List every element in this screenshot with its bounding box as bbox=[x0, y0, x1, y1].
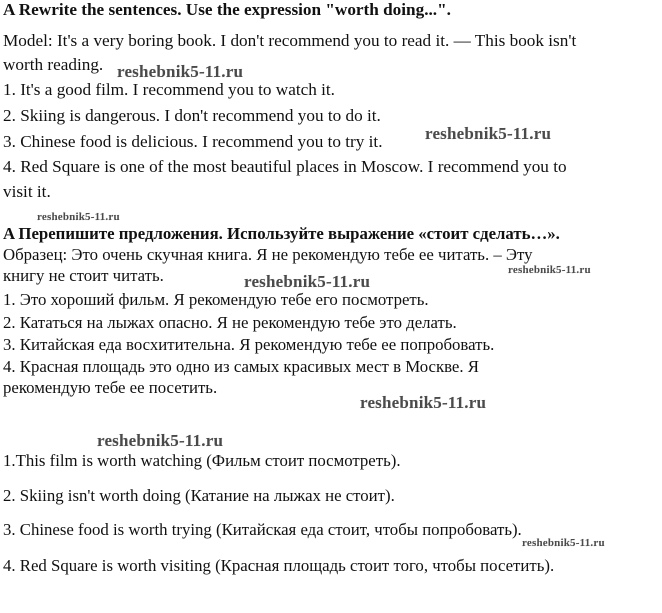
answer-4: 4. Red Square is worth visiting (Красная площадь стоит того, чтобы посетить). bbox=[3, 556, 555, 575]
english-item-3: 3. Chinese food is delicious. I recommend you to try it. bbox=[3, 132, 383, 151]
answer-1: 1.This film is worth watching (Фильм стоит посмотреть). bbox=[3, 451, 401, 470]
watermark: reshebnik5-11.ru bbox=[508, 264, 591, 276]
russian-item-3: 3. Китайская еда восхитительна. Я рекомендую тебе ее попробовать. bbox=[3, 335, 495, 354]
russian-model-line-1: Образец: Это очень скучная книга. Я не рекомендую тебе ее читать. – Эту bbox=[3, 245, 533, 264]
english-item-4-line-2: visit it. bbox=[3, 182, 51, 201]
watermark: reshebnik5-11.ru bbox=[425, 124, 552, 143]
watermark: reshebnik5-11.ru bbox=[360, 393, 487, 412]
answer-3: 3. Chinese food is worth trying (Китайская еда стоит, чтобы попробовать). bbox=[3, 520, 522, 539]
russian-model-line-2: книгу не стоит читать. bbox=[3, 266, 164, 285]
watermark: reshebnik5-11.ru bbox=[37, 211, 120, 223]
english-item-4-line-1: 4. Red Square is one of the most beautiful places in Moscow. I recommend you to bbox=[3, 157, 567, 176]
english-task-heading: A Rewrite the sentences. Use the expression "worth doing...". bbox=[3, 0, 451, 19]
watermark: reshebnik5-11.ru bbox=[522, 537, 605, 549]
watermark: reshebnik5-11.ru bbox=[117, 62, 244, 81]
russian-task-heading: A Перепишите предложения. Используйте выражение «стоит сделать…». bbox=[3, 224, 560, 243]
english-item-2: 2. Skiing is dangerous. I don't recommend you to do it. bbox=[3, 106, 381, 125]
russian-item-4-line-1: 4. Красная площадь это одно из самых красивых мест в Москве. Я bbox=[3, 357, 479, 376]
english-model-line-1: Model: It's a very boring book. I don't recommend you to read it. — This book isn't bbox=[3, 31, 577, 50]
russian-item-1: 1. Это хороший фильм. Я рекомендую тебе его посмотреть. bbox=[3, 290, 429, 309]
answer-2: 2. Skiing isn't worth doing (Катание на лыжах не стоит). bbox=[3, 486, 395, 505]
watermark: reshebnik5-11.ru bbox=[244, 272, 371, 291]
english-model-line-2: worth reading. bbox=[3, 55, 104, 74]
russian-item-4-line-2: рекомендую тебе ее посетить. bbox=[3, 378, 218, 397]
english-item-1: 1. It's a good film. I recommend you to watch it. bbox=[3, 80, 335, 99]
watermark: reshebnik5-11.ru bbox=[97, 431, 224, 450]
russian-item-2: 2. Кататься на лыжах опасно. Я не рекомендую тебе это делать. bbox=[3, 313, 457, 332]
